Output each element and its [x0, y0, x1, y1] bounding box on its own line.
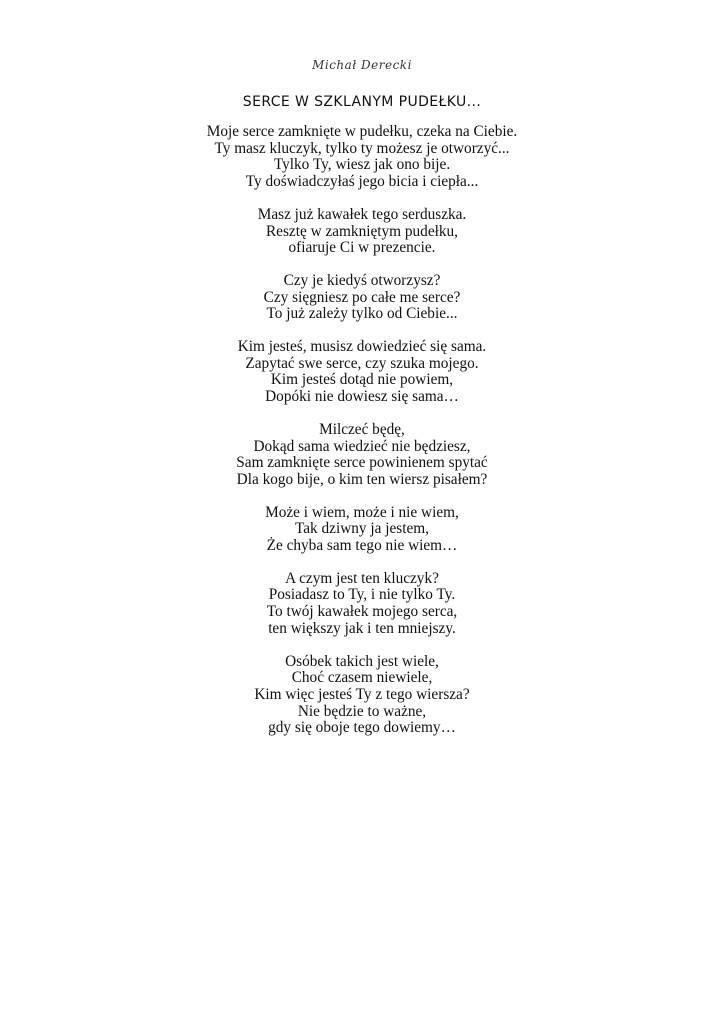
stanza: [0, 422, 724, 489]
poem-line: A czym jest ten kluczyk?: [285, 569, 439, 587]
poem-line: Że chyba sam tego nie wiem…: [266, 537, 458, 555]
poem-line: Czy je kiedyś otworzysz?: [283, 271, 441, 289]
poem-line: Dla kogo bije, o kim ten wiersz pisałem?: [236, 470, 488, 488]
poem-line: Kim jesteś, musisz dowiedzieć się sama.: [237, 338, 487, 356]
poem-line: Tak dziwny ja jestem,: [294, 520, 429, 538]
poem-line: Może i wiem, może i nie wiem,: [265, 503, 459, 521]
author-name: Michał Derecki: [312, 58, 412, 72]
poem-line: Resztę w zamkniętym pudełku,: [265, 222, 458, 240]
poem-title: SERCE W SZKLANYM PUDEŁKU...: [242, 94, 482, 110]
poem-body: [0, 124, 724, 753]
poem-line: Kim jesteś dotąd nie powiem,: [270, 371, 454, 389]
poem-line: Masz już kawałek tego serduszka.: [257, 205, 467, 223]
poem-line: Osóbek takich jest wiele,: [285, 652, 439, 670]
stanza: [0, 273, 724, 323]
poem-line: To już zależy tylko od Ciebie...: [266, 305, 458, 323]
poem-line: Milczeć będę,: [319, 420, 405, 438]
stanza: [0, 339, 724, 406]
poem-line: Tylko Ty, wiesz jak ono bije.: [273, 156, 451, 174]
poem-line: Choć czasem niewiele,: [291, 669, 433, 687]
poem-line: Moje serce zamknięte w pudełku, czeka na Ciebie.: [206, 123, 518, 140]
stanza: [0, 505, 724, 555]
poem-line: To twój kawałek mojego serca,: [266, 603, 458, 621]
poem-line: ten większy jak i ten mniejszy.: [268, 619, 456, 637]
stanza: [0, 571, 724, 638]
poem-line: ofiaruje Ci w prezencie.: [288, 239, 436, 257]
poem-line: Ty doświadczyłaś jego bicia i ciepła...: [245, 173, 479, 191]
stanza: [0, 207, 724, 257]
poem-line: Czy sięgniesz po całe me serce?: [263, 288, 461, 306]
poem-line: Nie będzie to ważne,: [297, 702, 427, 720]
poem-line: Zapytać swe serce, czy szuka mojego.: [245, 354, 479, 372]
poem-line: Posiadasz to Ty, i nie tylko Ty.: [268, 586, 456, 604]
poem-line: Ty masz kluczyk, tylko ty możesz je otworzyć...: [214, 139, 510, 157]
poem-line: Kim więc jesteś Ty z tego wiersza?: [254, 685, 470, 703]
poem-line: Sam zamknięte serce powinienem spytać: [236, 454, 488, 472]
poem-line: Dokąd sama wiedzieć nie będziesz,: [253, 437, 471, 455]
poem-line: Dopóki nie dowiesz się sama…: [265, 388, 459, 406]
poem-line: gdy się oboje tego dowiemy…: [268, 719, 456, 737]
stanza: [0, 654, 724, 738]
stanza: [0, 124, 724, 191]
